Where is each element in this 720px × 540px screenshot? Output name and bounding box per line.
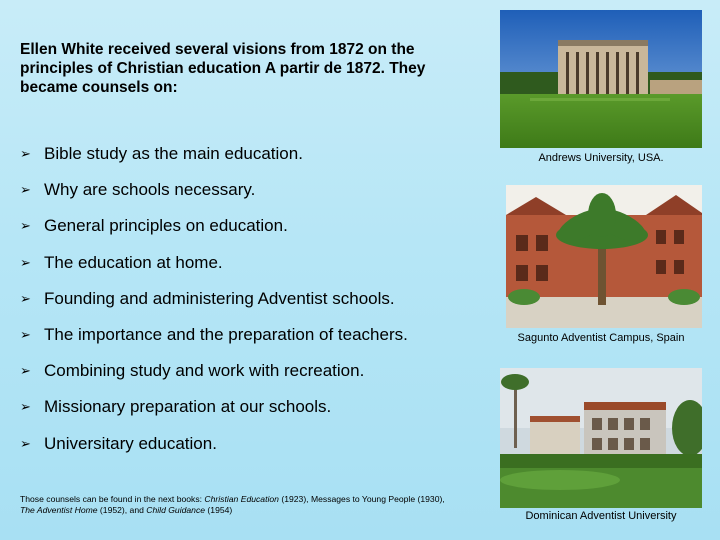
dominican-university-photo [500,368,702,508]
arrow-bullet-icon: ➢ [20,363,31,379]
list-item: ➢ Bible study as the main education. [20,144,303,164]
list-item: ➢ Missionary preparation at our schools. [20,397,332,417]
andrews-university-photo [500,10,702,148]
list-item: ➢ Founding and administering Adventist schools. [20,288,395,308]
arrow-bullet-icon: ➢ [20,146,31,162]
intro-text: Ellen White received several visions from 1872 on the principles of Christian education A partir de 1872. They became counsels on: [20,41,426,96]
arrow-bullet-icon: ➢ [20,435,31,451]
list-item: ➢ Combining study and work with recreation. [20,361,365,381]
arrow-bullet-icon: ➢ [20,182,31,198]
list-item: ➢ General principles on education. [20,216,288,236]
sagunto-campus-photo [506,185,702,328]
list-item: ➢ The importance and the preparation of teachers. [20,325,408,345]
arrow-bullet-icon: ➢ [20,399,31,415]
list-item: ➢ Why are schools necessary. [20,180,256,200]
andrews-university-caption: Andrews University, USA. [538,152,664,164]
bullet-list [20,136,490,462]
dominican-university-caption: Dominican Adventist University [525,510,677,522]
list-item: ➢ Universitary education. [20,433,217,453]
arrow-bullet-icon: ➢ [20,327,31,343]
arrow-bullet-icon: ➢ [20,290,31,306]
arrow-bullet-icon: ➢ [20,218,31,234]
footnote: Those counsels can be found in the next books: Christian Education (1923), Messages to Young People (1930), The Adventist Home (1952), and Child Guidance (1954) [20,494,445,515]
list-item: ➢ The education at home. [20,252,223,272]
sagunto-campus-caption: Sagunto Adventist Campus, Spain [517,332,685,344]
arrow-bullet-icon: ➢ [20,254,31,270]
